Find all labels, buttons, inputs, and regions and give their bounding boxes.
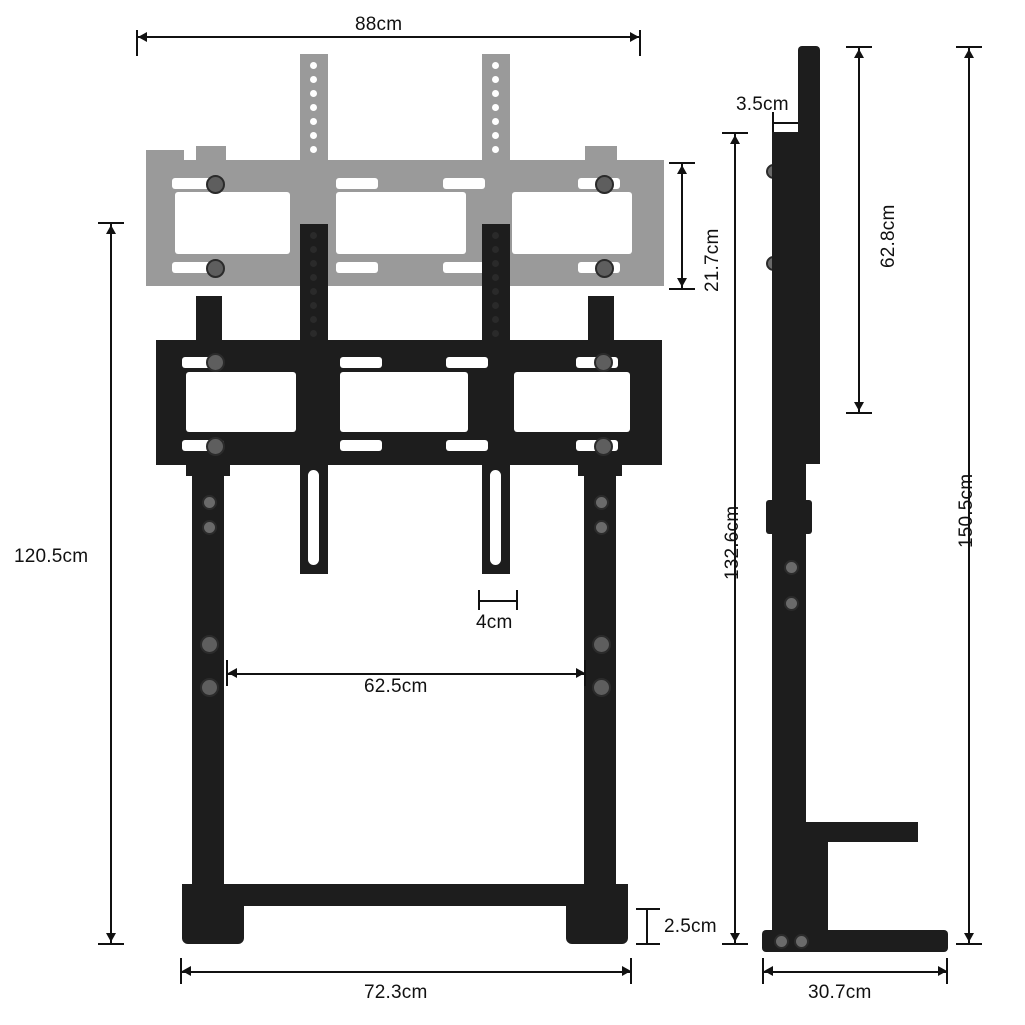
dim-307-arrow-left [764, 966, 773, 976]
dim-25-label: 2.5cm [664, 916, 717, 937]
dim-723-arrow-left [182, 966, 191, 976]
dim-88-arrow-left [138, 32, 147, 42]
dim-307-line [762, 971, 948, 973]
dim-25-tick-top [636, 908, 660, 910]
dim-35-label: 3.5cm [736, 94, 789, 115]
side-column-joint [766, 500, 812, 534]
dim-25-line [646, 908, 648, 944]
dim-88-arrow-right [630, 32, 639, 42]
dim-217-arrow-up [677, 165, 687, 174]
dim-1326-arrow-down [730, 933, 740, 942]
dim-88-tick-right [639, 30, 641, 56]
dim-307-arrow-right [938, 966, 947, 976]
side-base-foot [762, 930, 948, 952]
dim-628-tick-bottom [846, 412, 872, 414]
dim-628-label: 62.8cm [878, 204, 899, 268]
dim-625-arrow-left [228, 668, 237, 678]
dim-1205-tick-top [98, 222, 124, 224]
dim-1505-arrow-up [964, 49, 974, 58]
dim-4-line [478, 600, 518, 602]
dim-88-label: 88cm [355, 14, 403, 35]
dim-4-tick-left [478, 590, 480, 610]
dim-1205-arrow-up [106, 225, 116, 234]
dim-1505-arrow-down [964, 933, 974, 942]
dim-628-arrow-down [854, 402, 864, 411]
dim-628-line [858, 46, 860, 414]
dim-625-arrow-right [576, 668, 585, 678]
dim-307-label: 30.7cm [808, 982, 872, 1003]
dim-4-tick-right [516, 590, 518, 610]
dim-25-tick-bottom [636, 943, 660, 945]
dim-723-label: 72.3cm [364, 982, 428, 1003]
dim-628-arrow-up [854, 49, 864, 58]
dim-1505-tick-bottom [956, 943, 982, 945]
dim-1505-tick-top [956, 46, 982, 48]
dim-1205-label: 120.5cm [14, 546, 89, 567]
dim-1326-tick-top [722, 132, 748, 134]
dim-4-label: 4cm [476, 612, 513, 633]
side-column-bolt-2 [784, 596, 799, 611]
side-arm-vertical [806, 822, 828, 934]
dim-1205-line [110, 222, 112, 944]
dim-625-line [226, 673, 586, 675]
side-column-bolt-1 [784, 560, 799, 575]
dim-1505-label: 150.5cm [956, 473, 977, 548]
dim-217-tick-bottom [669, 288, 695, 290]
dim-217-arrow-down [677, 278, 687, 287]
side-base-bolt-1 [774, 934, 789, 949]
dim-217-line [681, 162, 683, 290]
dim-217-tick-top [669, 162, 695, 164]
side-base-bolt-2 [794, 934, 809, 949]
dim-1205-arrow-down [106, 933, 116, 942]
dim-1326-tick-bottom [722, 943, 748, 945]
dim-723-arrow-right [622, 966, 631, 976]
dim-723-line [180, 971, 632, 973]
dim-1326-arrow-up [730, 135, 740, 144]
dim-1326-label: 132.6cm [722, 505, 743, 580]
dim-628-tick-top [846, 46, 872, 48]
dim-625-label: 62.5cm [364, 676, 428, 697]
dim-1205-tick-bottom [98, 943, 124, 945]
dim-88-line [136, 36, 640, 38]
dim-217-label: 21.7cm [702, 228, 723, 292]
